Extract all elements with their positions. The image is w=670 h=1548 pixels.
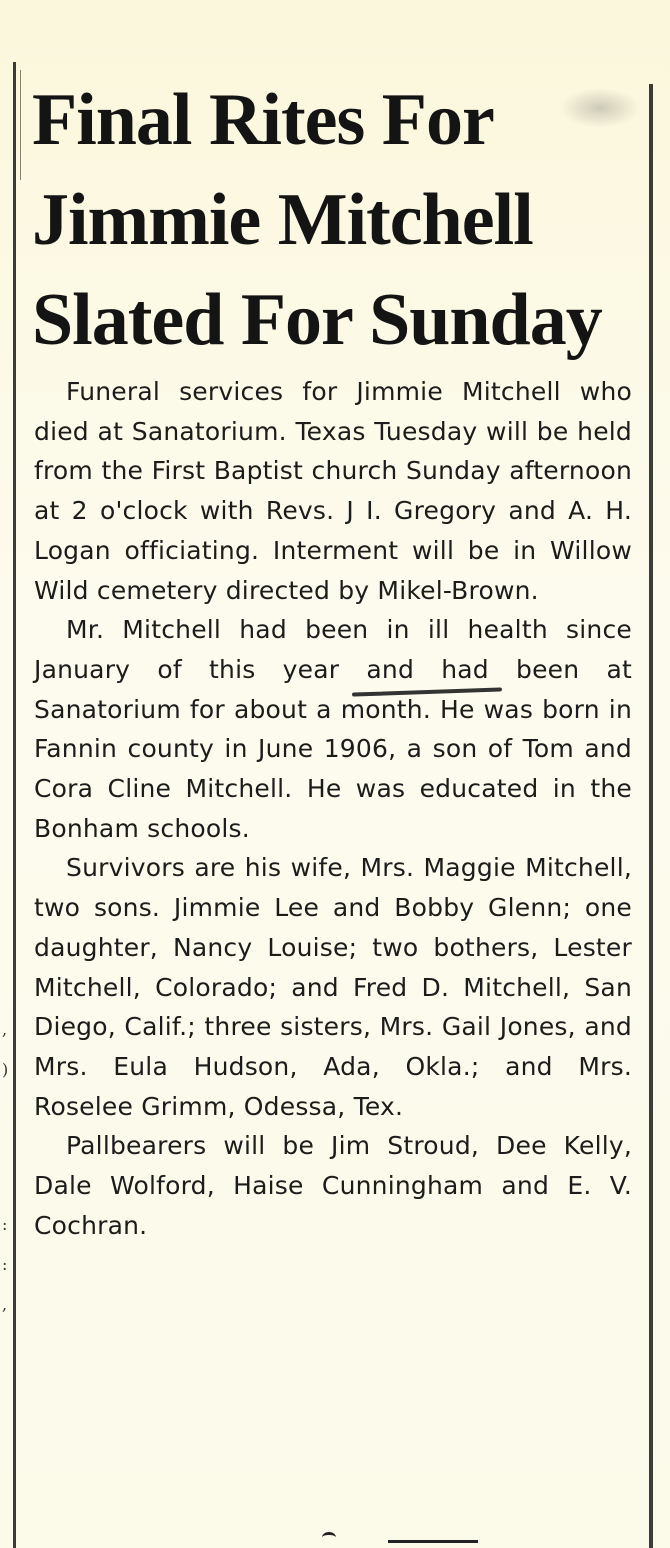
bottom-ink-mark bbox=[322, 1532, 336, 1543]
left-column-rule bbox=[13, 62, 16, 1548]
article-headline bbox=[32, 70, 644, 370]
margin-mark: : bbox=[2, 1255, 8, 1274]
bottom-ink-line bbox=[388, 1540, 478, 1543]
paragraph-survivors: Survivors are his wife, Mrs. Maggie Mitchell, two sons. Jimmie Lee and Bobby Glenn; one daughter, Nancy Louise; two bothers, Lester Mitchell, Colorado; and Fred D. Mitchell, San Diego, Calif.; three sisters, Mrs. Gail Jones, and Mrs. Eula Hudson, Ada, Okla.; and Mrs. Roselee Grimm, Odessa, Tex. bbox=[34, 853, 632, 1121]
paragraph-pallbearers: Pallbearers will be Jim Stroud, Dee Kelly, Dale Wolford, Haise Cunningham and E. V. Cochran. bbox=[34, 1131, 632, 1240]
paragraph-health-history: Mr. Mitchell had been in ill health since January of this year and had been at Sanatorium for about a month. He was born in Fannin county in June 1906, a son of Tom and Cora Cline Mitchell. He was educated in the Bonham schools. bbox=[34, 615, 632, 843]
margin-mark: , bbox=[2, 1295, 8, 1314]
headline-line-2: Jimmie Mitchell bbox=[32, 179, 533, 261]
margin-mark: , bbox=[2, 1020, 8, 1039]
right-column-rule bbox=[649, 84, 653, 1548]
paragraph-funeral-services: Funeral services for Jimmie Mitchell who died at Sanatorium. Texas Tuesday will be held from the First Baptist church Sunday afternoon at 2 o'clock with Revs. J I. Gregory and A. H. Logan officiating. Interment will be in Willow Wild cemetery directed by Mikel-Brown. bbox=[34, 377, 632, 605]
margin-mark: ) bbox=[2, 1060, 9, 1079]
margin-mark: : bbox=[2, 1215, 8, 1234]
article-body bbox=[34, 372, 632, 1245]
left-thin-rule bbox=[20, 70, 21, 180]
headline-line-1: Final Rites For bbox=[32, 79, 494, 161]
headline-line-3: Slated For Sunday bbox=[32, 279, 602, 361]
